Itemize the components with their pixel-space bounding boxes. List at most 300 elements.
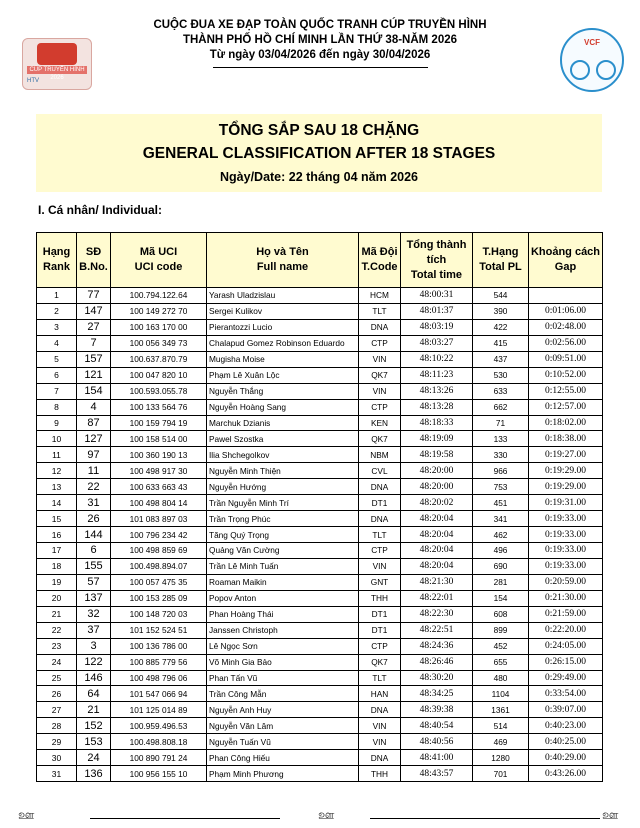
cell-gap: 0:19:29.00 — [529, 463, 603, 479]
cell-bib: 6 — [77, 543, 111, 559]
table-row — [37, 686, 603, 702]
cell-uci: 100.498.808.18 — [111, 734, 207, 750]
cell-bib: 155 — [77, 558, 111, 574]
table-row — [37, 495, 603, 511]
cell-total-time: 48:20:04 — [401, 511, 473, 527]
cell-rank: 1 — [37, 288, 77, 304]
table-row — [37, 527, 603, 543]
cell-total-pl: 71 — [473, 415, 529, 431]
cell-rank: 26 — [37, 686, 77, 702]
col-header-vi: SĐ — [85, 246, 102, 258]
cell-bib: 4 — [77, 399, 111, 415]
table-row — [37, 367, 603, 383]
cell-bib: 137 — [77, 590, 111, 606]
header-date-range: Từ ngày 03/04/2026 đến ngày 30/04/2026 — [209, 49, 431, 61]
cell-rank: 21 — [37, 606, 77, 622]
cell-name: Trần Công Mẫn — [207, 686, 359, 702]
col-header-vi: Hạng — [42, 246, 71, 258]
cell-uci: 100 149 272 70 — [111, 303, 207, 319]
cell-team: CTP — [359, 543, 401, 559]
cell-team: DNA — [359, 319, 401, 335]
cell-total-pl: 415 — [473, 335, 529, 351]
table-row — [37, 511, 603, 527]
table-row — [37, 383, 603, 399]
section-label: I. Cá nhân/ Individual: — [38, 203, 163, 217]
cell-total-pl: 480 — [473, 670, 529, 686]
table-row — [37, 606, 603, 622]
cell-total-time: 48:10:22 — [401, 351, 473, 367]
cell-bib: 122 — [77, 654, 111, 670]
col-header-total-pl — [473, 233, 529, 288]
cell-rank: 24 — [37, 654, 77, 670]
col-header-vi: T.Hạng — [482, 246, 519, 258]
cell-total-pl: 608 — [473, 606, 529, 622]
cell-rank: 9 — [37, 415, 77, 431]
cell-rank: 30 — [37, 750, 77, 766]
cell-name: Phạm Lê Xuân Lộc — [207, 367, 359, 383]
cell-uci: 100 148 720 03 — [111, 606, 207, 622]
cell-name: Phạm Minh Phương — [207, 766, 359, 782]
cell-rank: 2 — [37, 303, 77, 319]
cell-gap: 0:39:07.00 — [529, 702, 603, 718]
cell-rank: 14 — [37, 495, 77, 511]
cell-name: Mugisha Moise — [207, 351, 359, 367]
header-line-1: CUỘC ĐUA XE ĐẠP TOÀN QUỐC TRANH CÚP TRUYỀN HÌNH — [153, 19, 487, 31]
cell-team: DNA — [359, 750, 401, 766]
title-en: GENERAL CLASSIFICATION AFTER 18 STAGES — [142, 145, 496, 162]
cell-total-time: 48:01:37 — [401, 303, 473, 319]
cell-team: HAN — [359, 686, 401, 702]
col-header-en: Full name — [256, 261, 309, 273]
table-row — [37, 702, 603, 718]
cell-bib: 57 — [77, 574, 111, 590]
cell-name: Ilia Shchegolkov — [207, 447, 359, 463]
cell-total-time: 48:19:09 — [401, 431, 473, 447]
cell-gap: 0:40:25.00 — [529, 734, 603, 750]
cell-total-time: 48:20:00 — [401, 463, 473, 479]
cell-name: Marchuk Dzianis — [207, 415, 359, 431]
cell-uci: 100 163 170 00 — [111, 319, 207, 335]
cell-gap: 0:33:54.00 — [529, 686, 603, 702]
cell-rank: 6 — [37, 367, 77, 383]
cell-uci: 100 633 663 43 — [111, 479, 207, 495]
cell-team: THH — [359, 590, 401, 606]
col-header-total-time — [401, 233, 473, 288]
cell-name: Quảng Văn Cường — [207, 543, 359, 559]
cell-total-time: 48:20:04 — [401, 543, 473, 559]
cell-uci: 100 136 786 00 — [111, 638, 207, 654]
cell-name: Nguyễn Hoàng Sang — [207, 399, 359, 415]
cell-total-time: 48:22:51 — [401, 622, 473, 638]
cell-total-time: 48:03:27 — [401, 335, 473, 351]
cell-name: Nguyễn Anh Huy — [207, 702, 359, 718]
col-header-vi: Họ và Tên — [256, 246, 309, 258]
cell-bib: 153 — [77, 734, 111, 750]
cell-total-pl: 655 — [473, 654, 529, 670]
cell-total-time: 48:26:46 — [401, 654, 473, 670]
cell-total-pl: 701 — [473, 766, 529, 782]
cell-rank: 29 — [37, 734, 77, 750]
cell-team: VIN — [359, 351, 401, 367]
cell-total-pl: 281 — [473, 574, 529, 590]
col-header-en: UCI code — [134, 261, 183, 273]
cell-team: VIN — [359, 718, 401, 734]
cell-total-pl: 899 — [473, 622, 529, 638]
cell-bib: 26 — [77, 511, 111, 527]
title-vi: TỔNG SẮP SAU 18 CHẶNG — [218, 122, 420, 139]
cell-team: KEN — [359, 415, 401, 431]
cell-gap: 0:19:33.00 — [529, 558, 603, 574]
cell-total-time: 48:24:36 — [401, 638, 473, 654]
cell-total-time: 48:13:28 — [401, 399, 473, 415]
cell-rank: 11 — [37, 447, 77, 463]
classification-date: Ngày/Date: 22 tháng 04 năm 2026 — [220, 170, 418, 184]
cell-team: QK7 — [359, 654, 401, 670]
cell-bib: 27 — [77, 319, 111, 335]
cell-rank: 15 — [37, 511, 77, 527]
table-row — [37, 543, 603, 559]
cell-total-time: 48:41:00 — [401, 750, 473, 766]
cell-total-pl: 1104 — [473, 686, 529, 702]
cell-team: DT1 — [359, 606, 401, 622]
col-header-bib — [77, 233, 111, 288]
cell-gap: 0:02:56.00 — [529, 335, 603, 351]
cell-name: Trần Nguyễn Minh Trí — [207, 495, 359, 511]
cell-name: Trần Trọng Phúc — [207, 511, 359, 527]
cell-gap: 0:20:59.00 — [529, 574, 603, 590]
cell-uci: 100.498.894.07 — [111, 558, 207, 574]
page-footer — [0, 806, 640, 828]
cell-team: CVL — [359, 463, 401, 479]
cell-uci: 100.794.122.64 — [111, 288, 207, 304]
cell-total-time: 48:22:01 — [401, 590, 473, 606]
cell-total-pl: 753 — [473, 479, 529, 495]
col-header-uci — [111, 233, 207, 288]
cell-bib: 121 — [77, 367, 111, 383]
cell-name: Nguyễn Minh Thiện — [207, 463, 359, 479]
cell-uci: 100 153 285 09 — [111, 590, 207, 606]
cell-rank: 18 — [37, 558, 77, 574]
cell-total-pl: 469 — [473, 734, 529, 750]
cell-total-pl: 462 — [473, 527, 529, 543]
cell-bib: 3 — [77, 638, 111, 654]
col-header-en: Rank — [43, 261, 70, 273]
cell-gap: 0:24:05.00 — [529, 638, 603, 654]
cell-uci: 100 133 564 76 — [111, 399, 207, 415]
cell-gap: 0:02:48.00 — [529, 319, 603, 335]
cell-total-time: 48:34:25 — [401, 686, 473, 702]
cell-total-time: 48:13:26 — [401, 383, 473, 399]
cell-bib: 87 — [77, 415, 111, 431]
classification-table — [36, 232, 603, 782]
cell-name: Nguyễn Hướng — [207, 479, 359, 495]
cell-gap: 0:40:23.00 — [529, 718, 603, 734]
cell-gap: 0:19:33.00 — [529, 543, 603, 559]
cell-total-pl: 154 — [473, 590, 529, 606]
cell-uci: 100 360 190 13 — [111, 447, 207, 463]
cell-bib: 97 — [77, 447, 111, 463]
cell-rank: 31 — [37, 766, 77, 782]
cell-bib: 7 — [77, 335, 111, 351]
cell-bib: 37 — [77, 622, 111, 638]
cell-gap — [529, 288, 603, 304]
cell-rank: 16 — [37, 527, 77, 543]
cell-total-pl: 662 — [473, 399, 529, 415]
cell-gap: 0:01:06.00 — [529, 303, 603, 319]
cell-team: TLT — [359, 670, 401, 686]
cell-rank: 25 — [37, 670, 77, 686]
cell-total-pl: 690 — [473, 558, 529, 574]
cell-total-pl: 341 — [473, 511, 529, 527]
table-row — [37, 622, 603, 638]
cell-bib: 147 — [77, 303, 111, 319]
cell-name: Phan Tấn Vũ — [207, 670, 359, 686]
cell-name: Nguyễn Thắng — [207, 383, 359, 399]
cell-total-time: 48:40:54 — [401, 718, 473, 734]
table-row — [37, 654, 603, 670]
cell-name: Chalapud Gomez Robinson Eduardo — [207, 335, 359, 351]
cell-gap: 0:19:31.00 — [529, 495, 603, 511]
cell-rank: 10 — [37, 431, 77, 447]
cell-rank: 19 — [37, 574, 77, 590]
cell-name: Yarash Uladzislau — [207, 288, 359, 304]
table-row — [37, 590, 603, 606]
cell-uci: 100.959.496.53 — [111, 718, 207, 734]
cell-bib: 32 — [77, 606, 111, 622]
cell-bib: 144 — [77, 527, 111, 543]
cell-gap: 0:40:29.00 — [529, 750, 603, 766]
cell-team: TLT — [359, 527, 401, 543]
cell-uci: 100 047 820 10 — [111, 367, 207, 383]
col-header-en: B.No. — [79, 261, 108, 273]
cell-total-pl: 422 — [473, 319, 529, 335]
cell-gap: 0:12:55.00 — [529, 383, 603, 399]
broadcaster-logo-text: HTV — [27, 78, 39, 84]
cell-total-time: 48:18:33 — [401, 415, 473, 431]
cell-team: CTP — [359, 399, 401, 415]
cell-bib: 127 — [77, 431, 111, 447]
cell-team: DNA — [359, 702, 401, 718]
cell-total-time: 48:22:30 — [401, 606, 473, 622]
header-line-2: THÀNH PHỐ HỒ CHÍ MINH LẦN THỨ 38-NĂM 2026 — [182, 34, 458, 46]
cell-name: Phan Công Hiếu — [207, 750, 359, 766]
cell-bib: 31 — [77, 495, 111, 511]
cell-bib: 24 — [77, 750, 111, 766]
federation-logo-text: VCF — [584, 38, 600, 47]
table-row — [37, 479, 603, 495]
cell-name: Tăng Quý Trọng — [207, 527, 359, 543]
cell-team: CTP — [359, 335, 401, 351]
cell-total-pl: 133 — [473, 431, 529, 447]
col-header-vi: Khoảng cách — [530, 246, 601, 258]
cell-total-pl: 330 — [473, 447, 529, 463]
cell-total-pl: 390 — [473, 303, 529, 319]
cell-team: DT1 — [359, 495, 401, 511]
table-row — [37, 351, 603, 367]
cell-total-time: 48:21:30 — [401, 574, 473, 590]
cell-name: Nguyễn Tuấn Vũ — [207, 734, 359, 750]
table-row — [37, 288, 603, 304]
table-row — [37, 574, 603, 590]
table-row — [37, 319, 603, 335]
cell-gap: 0:18:02.00 — [529, 415, 603, 431]
footer-mark-icon: ஊ — [602, 808, 619, 823]
cell-rank: 8 — [37, 399, 77, 415]
tournament-logo-text: CÚP TRUYỀN HÌNH 2026 — [27, 66, 87, 74]
cell-team: DNA — [359, 511, 401, 527]
cell-team: QK7 — [359, 367, 401, 383]
table-row — [37, 558, 603, 574]
cell-team: CTP — [359, 638, 401, 654]
cell-rank: 22 — [37, 622, 77, 638]
cell-gap: 0:29:49.00 — [529, 670, 603, 686]
cell-team: NBM — [359, 447, 401, 463]
col-header-vi: Tổng thành tích — [406, 238, 467, 266]
col-header-en: Total time — [410, 268, 463, 281]
cell-uci: 100 498 917 30 — [111, 463, 207, 479]
cell-uci: 100 498 796 06 — [111, 670, 207, 686]
cell-total-pl: 514 — [473, 718, 529, 734]
cell-total-time: 48:03:19 — [401, 319, 473, 335]
table-row — [37, 447, 603, 463]
cell-gap: 0:18:38.00 — [529, 431, 603, 447]
col-header-en: Total PL — [479, 261, 522, 273]
footer-rule-left — [90, 818, 280, 819]
cell-gap: 0:26:15.00 — [529, 654, 603, 670]
cell-total-time: 48:40:56 — [401, 734, 473, 750]
cell-name: Pierantozzi Lucio — [207, 319, 359, 335]
cell-uci: 101 547 066 94 — [111, 686, 207, 702]
cell-total-time: 48:20:02 — [401, 495, 473, 511]
cell-bib: 11 — [77, 463, 111, 479]
cell-total-pl: 530 — [473, 367, 529, 383]
cell-team: VIN — [359, 383, 401, 399]
cell-uci: 100 498 804 14 — [111, 495, 207, 511]
cell-uci: 100.637.870.79 — [111, 351, 207, 367]
cell-bib: 154 — [77, 383, 111, 399]
cell-team: TLT — [359, 303, 401, 319]
page-header — [0, 18, 640, 68]
table-row — [37, 750, 603, 766]
cell-total-time: 48:20:04 — [401, 558, 473, 574]
cell-rank: 3 — [37, 319, 77, 335]
cell-rank: 28 — [37, 718, 77, 734]
header-rule — [213, 67, 428, 68]
cell-uci: 100 158 514 00 — [111, 431, 207, 447]
cell-rank: 4 — [37, 335, 77, 351]
cell-team: DT1 — [359, 622, 401, 638]
cell-rank: 7 — [37, 383, 77, 399]
cell-name: Nguyễn Văn Lâm — [207, 718, 359, 734]
cell-bib: 64 — [77, 686, 111, 702]
cell-uci: 100 498 859 69 — [111, 543, 207, 559]
col-header-en: Gap — [554, 261, 577, 273]
cell-uci: 100 956 155 10 — [111, 766, 207, 782]
table-row — [37, 303, 603, 319]
table-row — [37, 463, 603, 479]
cell-total-time: 48:19:58 — [401, 447, 473, 463]
cell-total-pl: 633 — [473, 383, 529, 399]
table-row — [37, 399, 603, 415]
table-row — [37, 670, 603, 686]
cell-bib: 157 — [77, 351, 111, 367]
col-header-en: T.Code — [361, 261, 398, 273]
cell-rank: 13 — [37, 479, 77, 495]
cell-total-pl: 452 — [473, 638, 529, 654]
cell-gap: 0:19:27.00 — [529, 447, 603, 463]
cell-team: VIN — [359, 558, 401, 574]
cell-gap: 0:19:33.00 — [529, 511, 603, 527]
col-header-vi: Mã Đội — [361, 246, 398, 258]
col-header-team — [359, 233, 401, 288]
table-row — [37, 734, 603, 750]
cell-gap: 0:21:30.00 — [529, 590, 603, 606]
table-row — [37, 335, 603, 351]
cell-total-pl: 1361 — [473, 702, 529, 718]
table-row — [37, 638, 603, 654]
federation-logo — [560, 28, 624, 92]
footer-rule-right — [370, 818, 600, 819]
cell-total-pl: 1280 — [473, 750, 529, 766]
cell-team: VIN — [359, 734, 401, 750]
table-row — [37, 766, 603, 782]
cell-team: HCM — [359, 288, 401, 304]
cell-uci: 100.593.055.78 — [111, 383, 207, 399]
cell-name: Trần Lê Minh Tuấn — [207, 558, 359, 574]
title-banner — [36, 114, 602, 192]
cell-uci: 100 056 349 73 — [111, 335, 207, 351]
cell-rank: 17 — [37, 543, 77, 559]
cell-total-pl: 544 — [473, 288, 529, 304]
table-row — [37, 431, 603, 447]
cell-uci: 100 796 234 42 — [111, 527, 207, 543]
cell-name: Võ Minh Gia Bảo — [207, 654, 359, 670]
cell-total-pl: 496 — [473, 543, 529, 559]
cell-gap: 0:21:59.00 — [529, 606, 603, 622]
cell-total-time: 48:20:04 — [401, 527, 473, 543]
table-body — [37, 288, 603, 782]
cell-uci: 101 083 897 03 — [111, 511, 207, 527]
cell-gap: 0:12:57.00 — [529, 399, 603, 415]
cell-gap: 0:19:33.00 — [529, 527, 603, 543]
cell-rank: 12 — [37, 463, 77, 479]
cell-total-time: 48:39:38 — [401, 702, 473, 718]
cell-rank: 23 — [37, 638, 77, 654]
table-row — [37, 415, 603, 431]
cell-team: DNA — [359, 479, 401, 495]
cell-team: GNT — [359, 574, 401, 590]
footer-mark-icon: ஊ — [18, 808, 35, 823]
cell-name: Janssen Christoph — [207, 622, 359, 638]
cell-rank: 20 — [37, 590, 77, 606]
cell-uci: 100 159 794 19 — [111, 415, 207, 431]
cell-gap: 0:22:20.00 — [529, 622, 603, 638]
cell-rank: 5 — [37, 351, 77, 367]
cell-total-time: 48:43:57 — [401, 766, 473, 782]
cell-total-time: 48:11:23 — [401, 367, 473, 383]
cell-total-pl: 451 — [473, 495, 529, 511]
cell-total-pl: 966 — [473, 463, 529, 479]
cell-gap: 0:19:29.00 — [529, 479, 603, 495]
cell-bib: 77 — [77, 288, 111, 304]
cell-uci: 100 890 791 24 — [111, 750, 207, 766]
cell-uci: 100 885 779 56 — [111, 654, 207, 670]
table-header-row — [37, 233, 603, 288]
col-header-name — [207, 233, 359, 288]
col-header-rank — [37, 233, 77, 288]
cell-uci: 101 125 014 89 — [111, 702, 207, 718]
cell-total-pl: 437 — [473, 351, 529, 367]
